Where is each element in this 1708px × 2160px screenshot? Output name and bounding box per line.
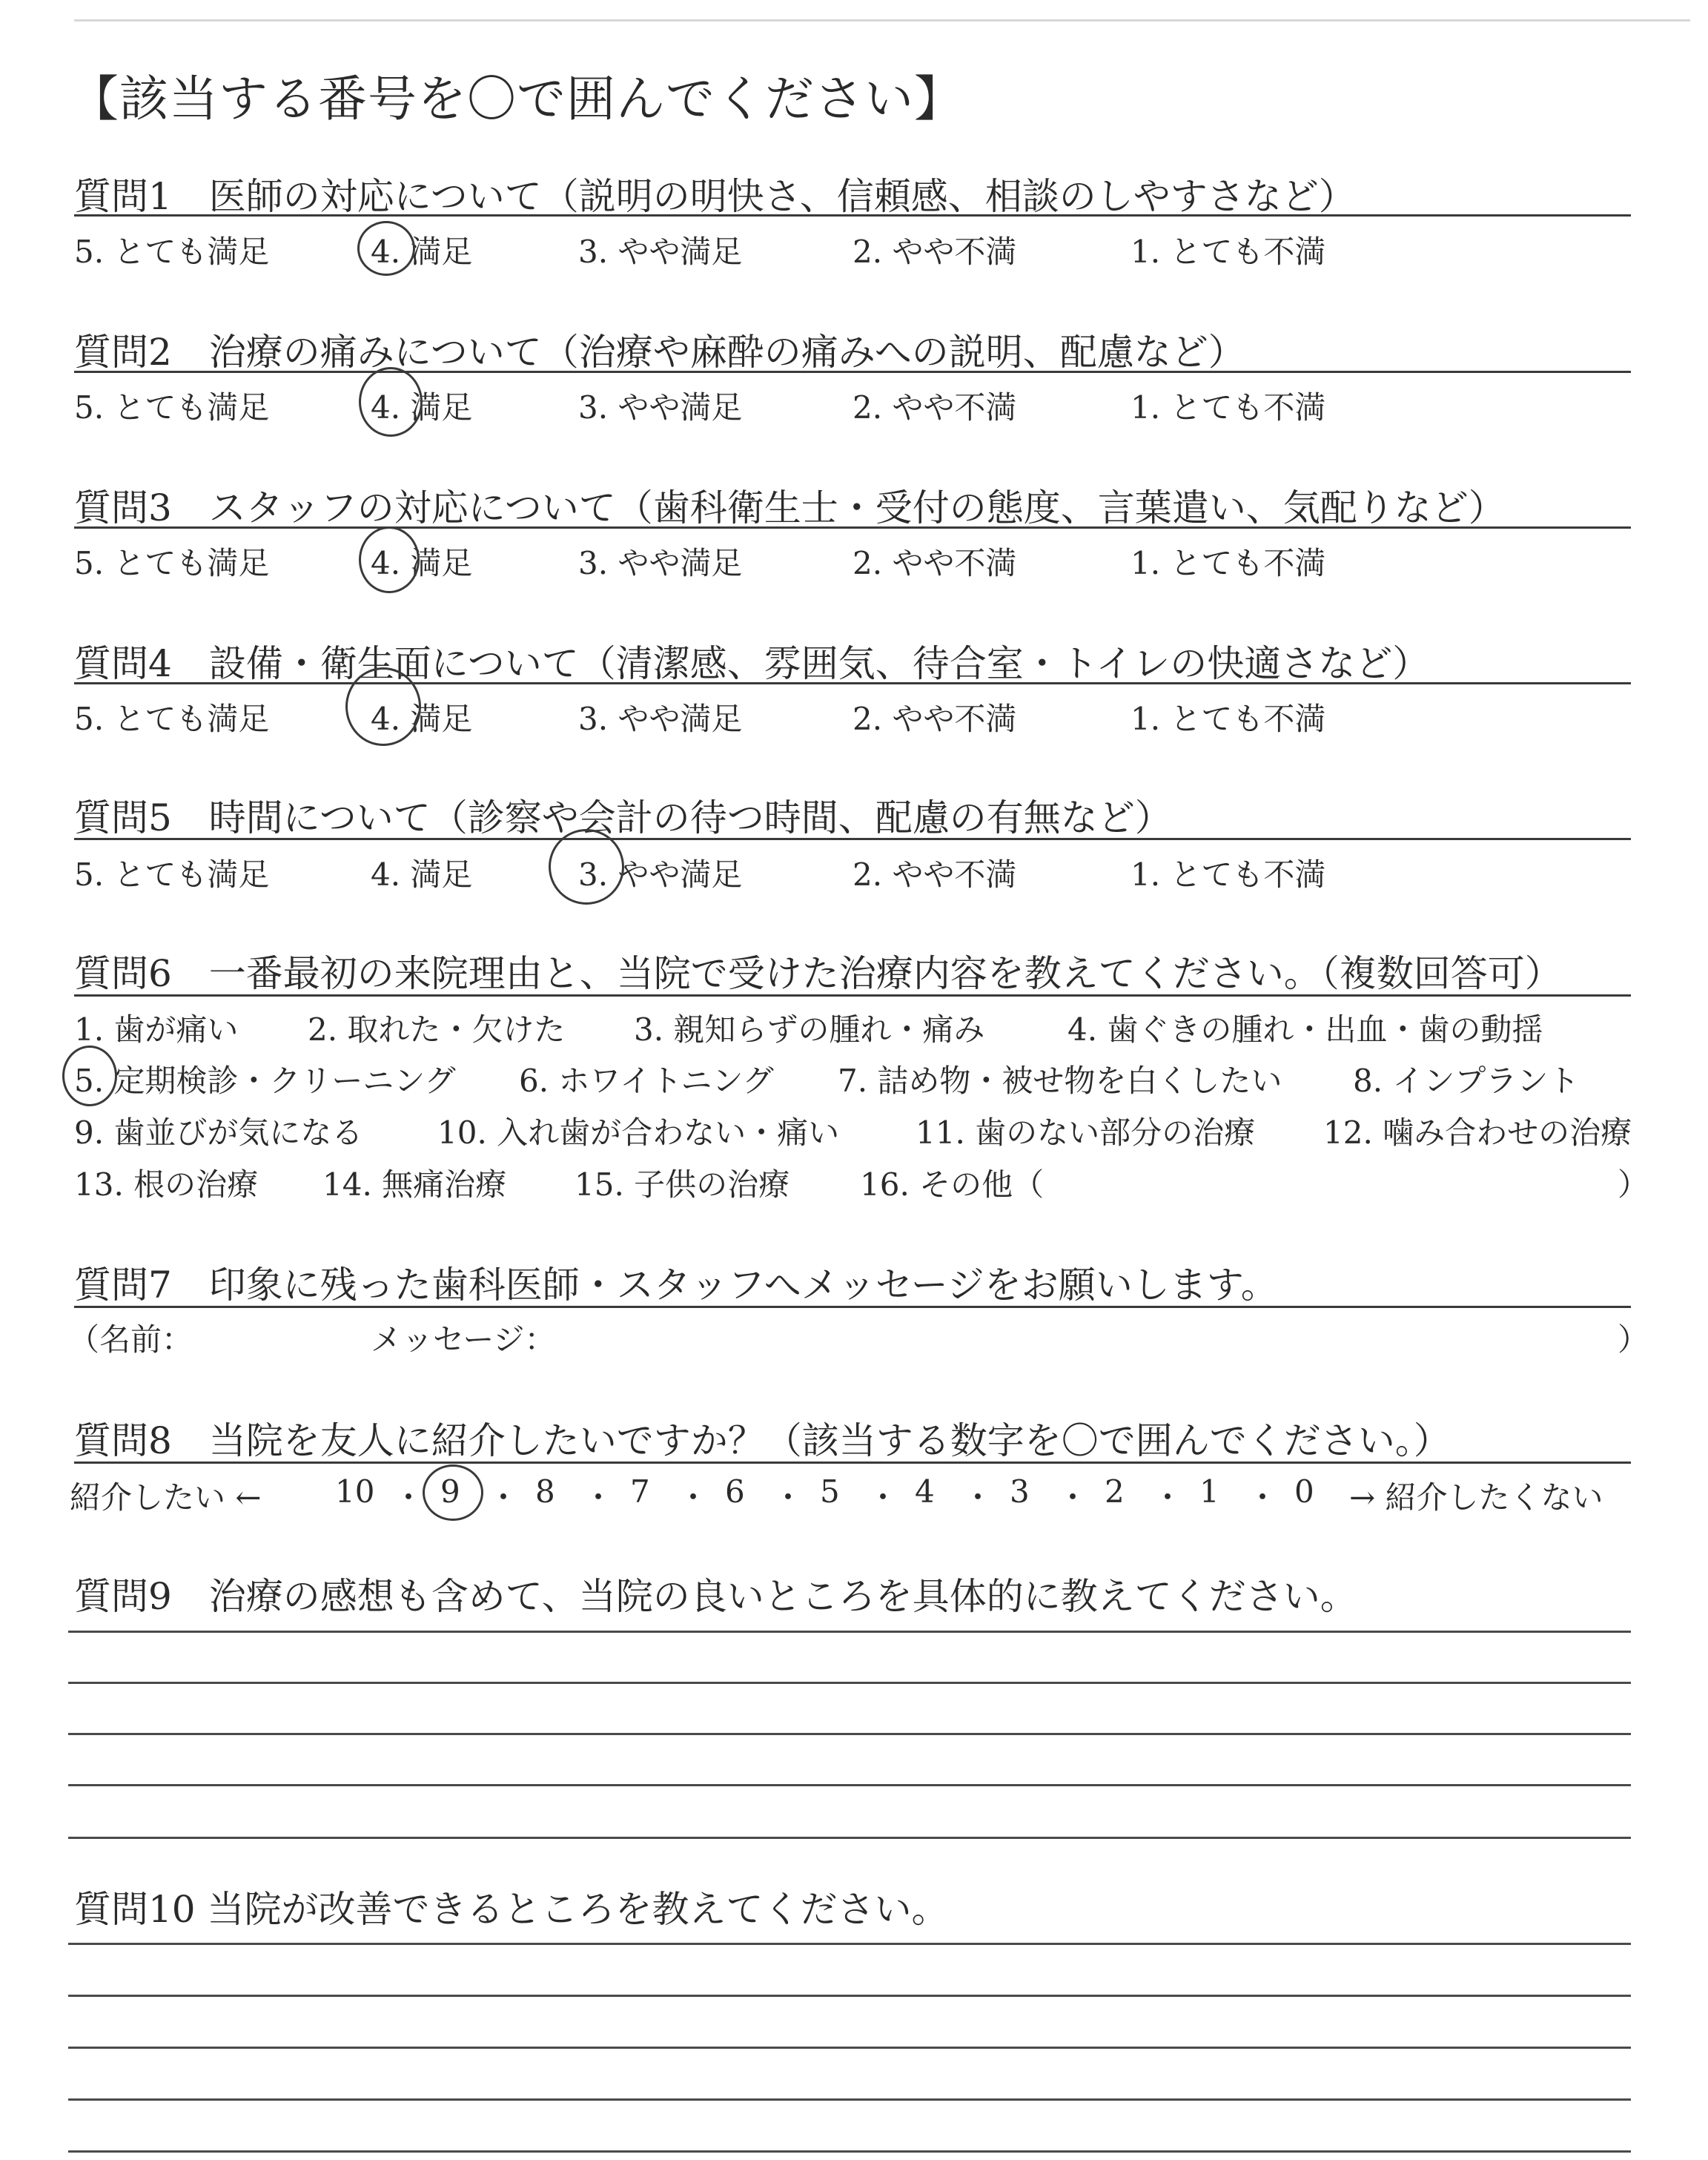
q3-selected-circle <box>359 526 420 593</box>
q6-option-13[interactable]: 13. 根の治療 <box>74 1166 259 1203</box>
q8-scale-value[interactable]: 4 <box>915 1473 935 1510</box>
q3-option-4[interactable]: 4. 満足 <box>371 545 473 581</box>
q10-answer-line[interactable] <box>68 2098 1631 2101</box>
q6-option-2[interactable]: 2. 取れた・欠けた <box>308 1011 566 1048</box>
q6-option-5[interactable]: 5. 定期検診・クリーニング <box>74 1063 456 1099</box>
q4-selected-circle <box>345 667 421 746</box>
question-10-heading: 質問10 当院が改善できるところを教えてください。 <box>74 1888 949 1931</box>
question-7-rule <box>74 1306 1631 1308</box>
q4-option-2[interactable]: 2. やや不満 <box>853 701 1017 737</box>
q6-option-6[interactable]: 6. ホワイトニング <box>519 1063 774 1099</box>
q10-answer-line[interactable] <box>68 1943 1631 1945</box>
q1-option-1[interactable]: 1. とても不満 <box>1131 234 1326 270</box>
q8-scale-value[interactable]: 0 <box>1294 1473 1314 1510</box>
q10-answer-line[interactable] <box>68 2150 1631 2153</box>
q2-option-2[interactable]: 2. やや不満 <box>853 389 1017 426</box>
q7-close-paren: ） <box>1618 1321 1649 1358</box>
q8-scale-value[interactable]: 7 <box>630 1473 650 1510</box>
q2-option-4[interactable]: 4. 満足 <box>371 389 473 426</box>
form-title: 【該当する番号を〇で囲んでください】 <box>70 70 964 128</box>
q8-scale-separator: ・ <box>393 1479 425 1516</box>
q8-scale-separator: ・ <box>583 1479 615 1516</box>
q8-scale-value[interactable]: 5 <box>820 1473 840 1510</box>
q8-scale-separator: ・ <box>678 1479 709 1516</box>
q2-selected-circle <box>359 367 423 437</box>
q2-option-1[interactable]: 1. とても不満 <box>1131 389 1326 426</box>
q6-option-12[interactable]: 12. 噛み合わせの治療 <box>1323 1114 1632 1151</box>
q1-option-5[interactable]: 5. とても満足 <box>74 234 270 270</box>
top-edge-line <box>74 19 1690 22</box>
question-1-heading: 質問1 医師の対応について（説明の明快さ、信頼感、相談のしやすさなど） <box>74 175 1356 218</box>
q9-answer-line[interactable] <box>68 1784 1631 1786</box>
q6-other-close-paren: ） <box>1618 1166 1649 1203</box>
q10-answer-line[interactable] <box>68 1995 1631 1997</box>
q4-option-5[interactable]: 5. とても満足 <box>74 701 270 737</box>
q8-scale-separator: ・ <box>488 1479 520 1516</box>
question-9-heading: 質問9 治療の感想も含めて、当院の良いところを具体的に教えてください。 <box>74 1575 1357 1618</box>
question-5-heading: 質問5 時間について（診察や会計の待つ時間、配慮の有無など） <box>74 796 1172 839</box>
question-6-rule <box>74 994 1631 997</box>
q8-scale-separator: ・ <box>1152 1479 1184 1516</box>
q4-option-4[interactable]: 4. 満足 <box>371 701 473 737</box>
q8-scale-separator: ・ <box>1247 1479 1279 1516</box>
q6-option-16[interactable]: 16. その他（ <box>860 1166 1045 1203</box>
q6-option-3[interactable]: 3. 親知らずの腫れ・痛み <box>634 1011 985 1048</box>
q5-option-1[interactable]: 1. とても不満 <box>1131 856 1326 893</box>
question-8-heading: 質問8 当院を友人に紹介したいですか？（該当する数字を〇で囲んでください。） <box>74 1419 1451 1462</box>
question-5-rule <box>74 838 1631 840</box>
q8-right-label: → 紹介したくない <box>1349 1479 1603 1516</box>
q6-option-1[interactable]: 1. 歯が痛い <box>74 1011 239 1048</box>
q2-option-5[interactable]: 5. とても満足 <box>74 389 270 426</box>
q3-option-2[interactable]: 2. やや不満 <box>853 545 1017 581</box>
q8-selected-circle <box>423 1464 483 1521</box>
q7-name-label: （名前： <box>68 1321 193 1358</box>
q6-option-15[interactable]: 15. 子供の治療 <box>575 1166 790 1203</box>
q6-option-14[interactable]: 14. 無痛治療 <box>322 1166 507 1203</box>
q8-scale-separator: ・ <box>867 1479 899 1516</box>
question-6-heading: 質問6 一番最初の来院理由と、当院で受けた治療内容を教えてください。（複数回答可） <box>74 952 1562 995</box>
q6-option-11[interactable]: 11. 歯のない部分の治療 <box>916 1114 1256 1151</box>
question-4-rule <box>74 682 1631 684</box>
q6-selected-circle <box>62 1046 117 1106</box>
q5-option-5[interactable]: 5. とても満足 <box>74 856 270 893</box>
q3-option-5[interactable]: 5. とても満足 <box>74 545 270 581</box>
question-1-rule <box>74 214 1631 217</box>
q2-option-3[interactable]: 3. やや満足 <box>578 389 743 426</box>
q9-answer-line[interactable] <box>68 1631 1631 1633</box>
question-8-rule <box>74 1462 1631 1464</box>
q7-message-label: メッセージ： <box>371 1321 556 1358</box>
q9-answer-line[interactable] <box>68 1733 1631 1735</box>
q3-option-1[interactable]: 1. とても不満 <box>1131 545 1326 581</box>
q3-option-3[interactable]: 3. やや満足 <box>578 545 743 581</box>
question-3-heading: 質問3 スタッフの対応について（歯科衛生士・受付の態度、言葉遣い、気配りなど） <box>74 486 1506 529</box>
q1-option-4[interactable]: 4. 満足 <box>371 234 473 270</box>
q6-option-4[interactable]: 4. 歯ぐきの腫れ・出血・歯の動揺 <box>1068 1011 1543 1048</box>
q9-answer-line[interactable] <box>68 1682 1631 1684</box>
question-3-rule <box>74 526 1631 529</box>
q8-left-label: 紹介したい ← <box>70 1479 262 1516</box>
q6-option-7[interactable]: 7. 詰め物・被せ物を白くしたい <box>838 1063 1282 1099</box>
q5-option-4[interactable]: 4. 満足 <box>371 856 473 893</box>
q8-scale-value[interactable]: 6 <box>725 1473 745 1510</box>
q8-scale-separator: ・ <box>772 1479 804 1516</box>
q6-option-8[interactable]: 8. インプラント <box>1353 1063 1580 1099</box>
q4-option-3[interactable]: 3. やや満足 <box>578 701 743 737</box>
q8-scale-value[interactable]: 10 <box>335 1473 375 1510</box>
q4-option-1[interactable]: 1. とても不満 <box>1131 701 1326 737</box>
q8-scale-separator: ・ <box>962 1479 994 1516</box>
q8-scale-value[interactable]: 1 <box>1199 1473 1219 1510</box>
q5-option-2[interactable]: 2. やや不満 <box>853 856 1017 893</box>
q1-option-3[interactable]: 3. やや満足 <box>578 234 743 270</box>
q8-scale-value[interactable]: 8 <box>535 1473 555 1510</box>
question-2-heading: 質問2 治療の痛みについて（治療や麻酔の痛みへの説明、配慮など） <box>74 331 1245 374</box>
question-2-rule <box>74 371 1631 373</box>
q5-option-3[interactable]: 3. やや満足 <box>578 856 743 893</box>
question-7-heading: 質問7 印象に残った歯科医師・スタッフへメッセージをお願いします。 <box>74 1264 1278 1307</box>
q8-scale-value[interactable]: 9 <box>440 1473 460 1510</box>
q6-option-9[interactable]: 9. 歯並びが気になる <box>74 1114 363 1151</box>
q1-selected-circle <box>357 221 415 276</box>
q8-scale-value[interactable]: 3 <box>1010 1473 1030 1510</box>
q5-selected-circle <box>549 829 624 905</box>
q9-answer-line[interactable] <box>68 1837 1631 1839</box>
q8-scale-separator: ・ <box>1057 1479 1089 1516</box>
q1-option-2[interactable]: 2. やや不満 <box>853 234 1017 270</box>
q10-answer-line[interactable] <box>68 2047 1631 2049</box>
q8-scale-value[interactable]: 2 <box>1105 1473 1125 1510</box>
q6-option-10[interactable]: 10. 入れ歯が合わない・痛い <box>437 1114 840 1151</box>
question-4-heading: 質問4 設備・衛生面について（清潔感、雰囲気、待合室・トイレの快適さなど） <box>74 642 1430 685</box>
